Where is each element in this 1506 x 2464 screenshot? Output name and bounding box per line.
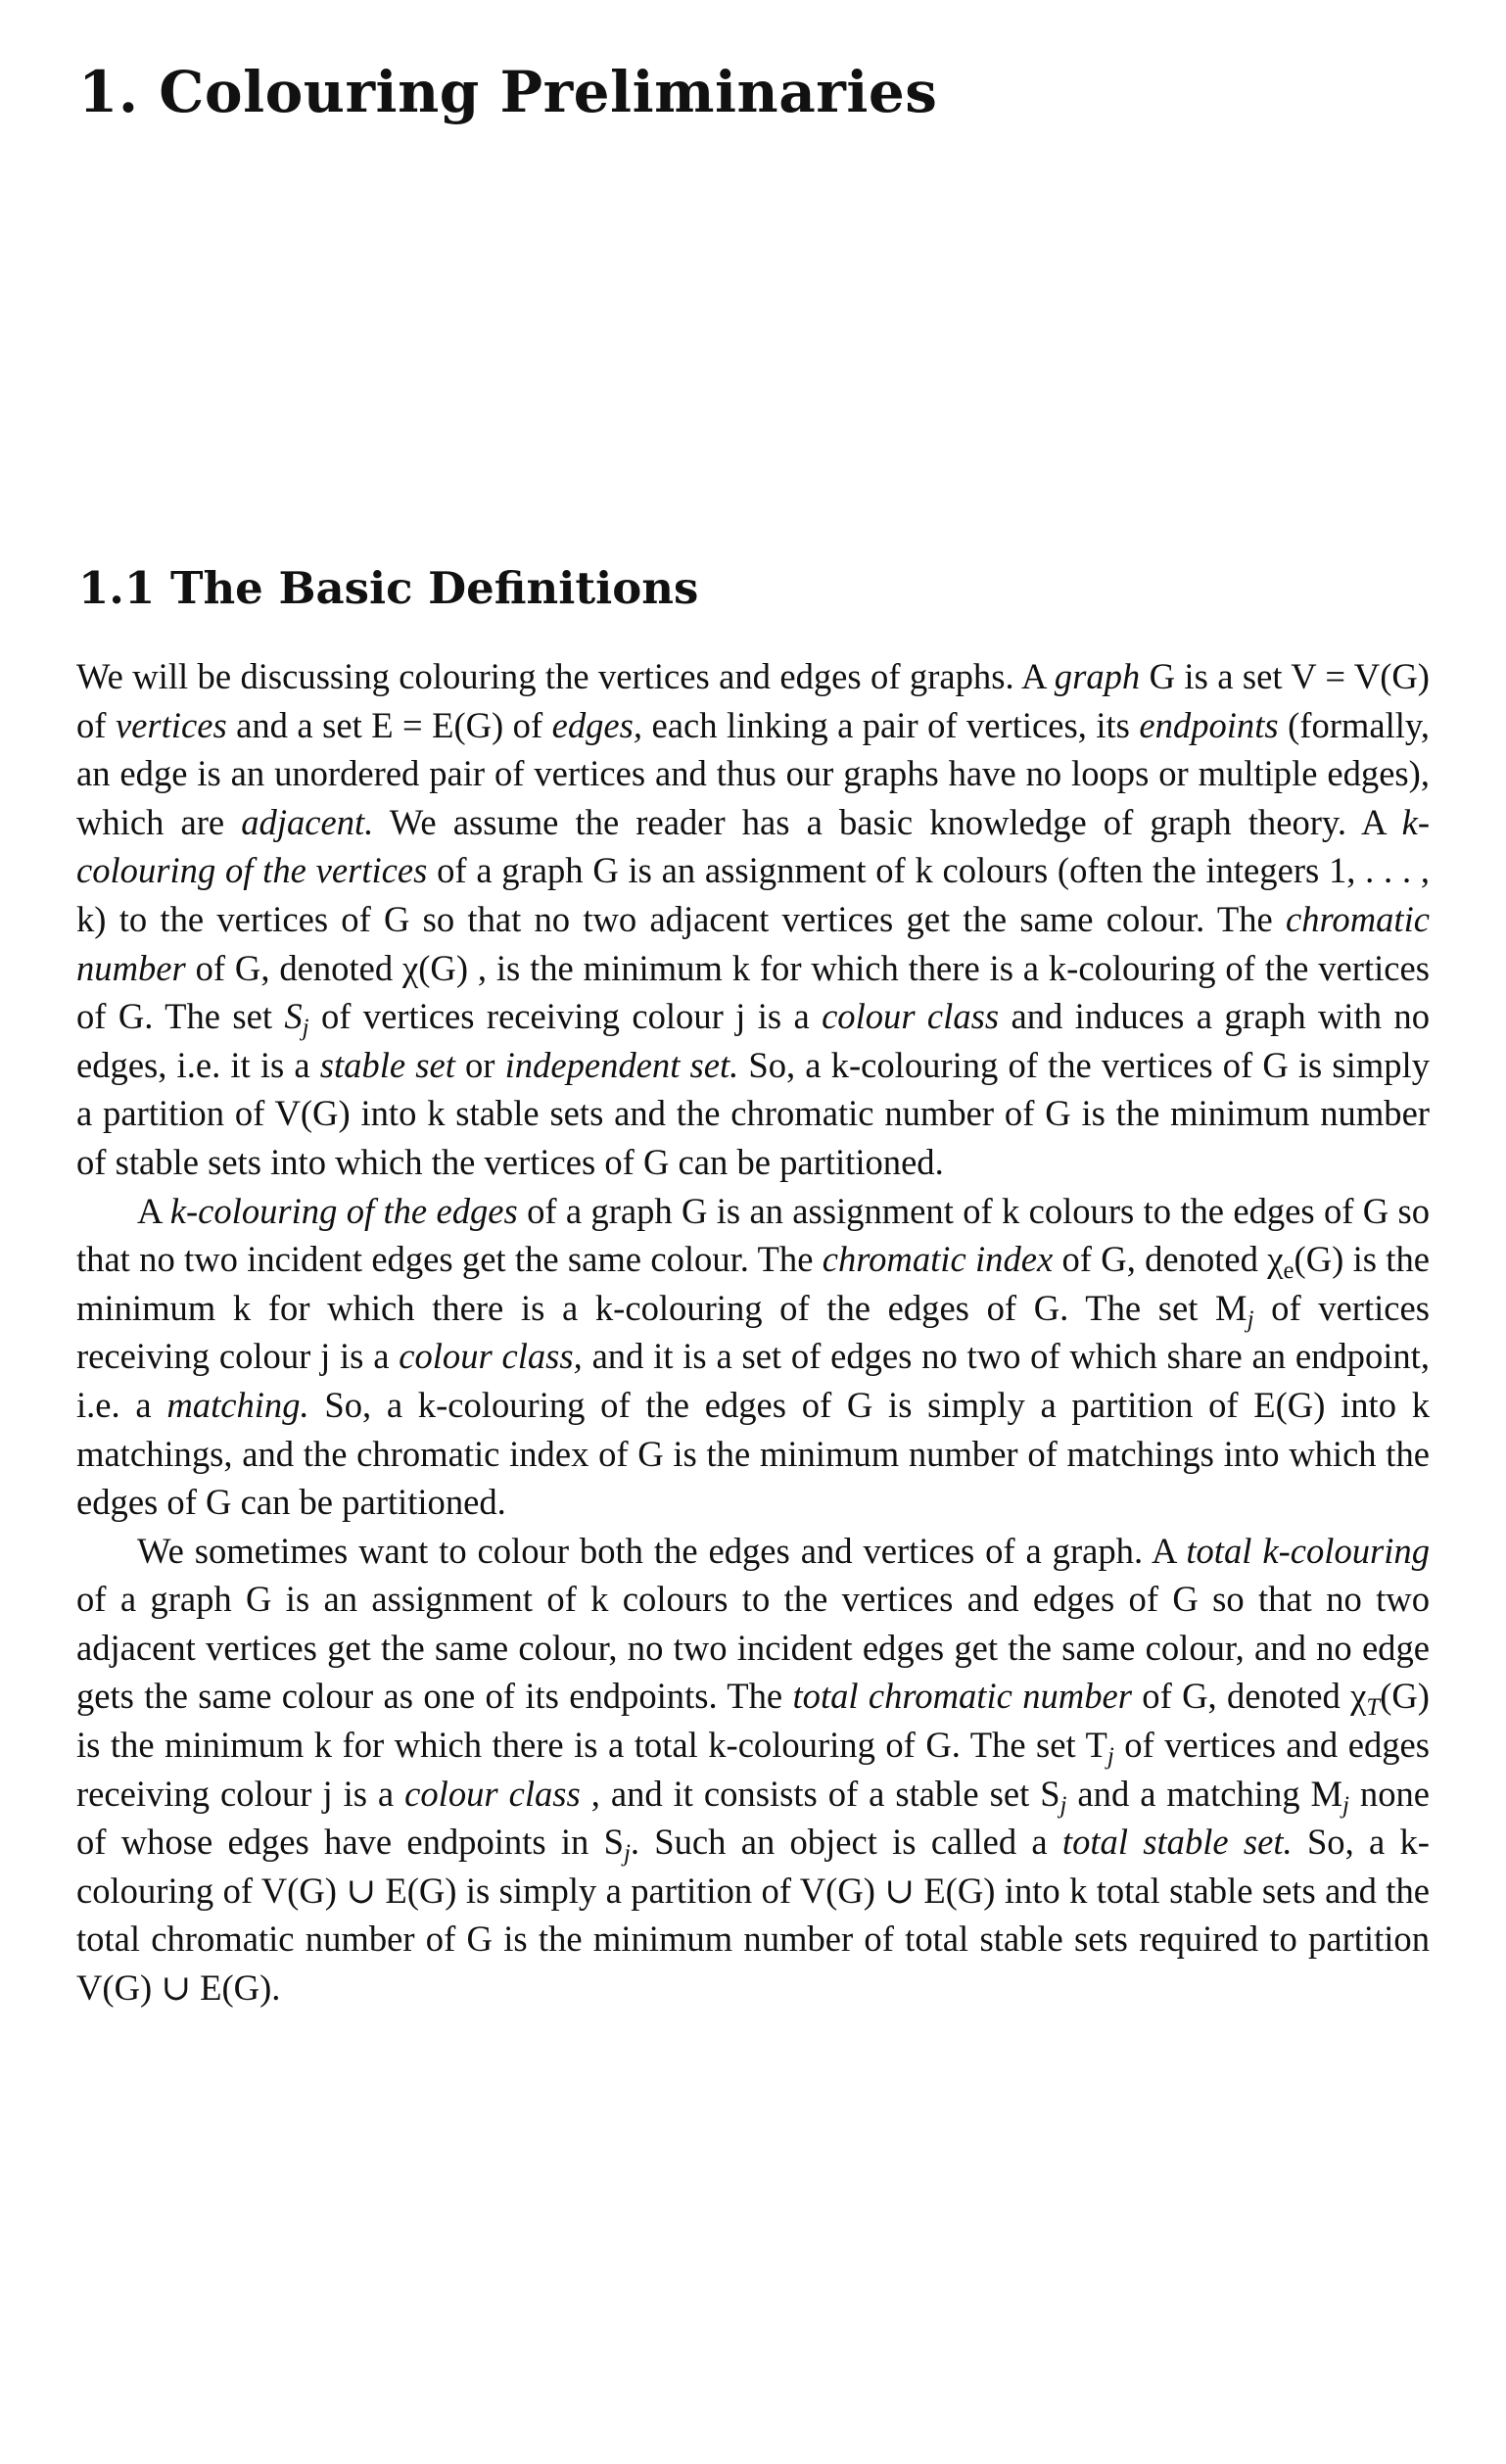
term-total-k-colouring: total k-colouring [1186, 1530, 1430, 1571]
term-k-colouring-vertices: k-colouring of the vertices [76, 801, 1430, 891]
paragraph-total-colouring: We sometimes want to colour both the edges and vertices of a graph. A total k-colouring of a graph G is an assignment of k colours to the vertices and edges of G so that no two adjacent vertices get the same colour, no two incident edges get the same colour, and no edge gets the same colour as one of its endpoints. The total chromatic number of G, denoted $\chi_T(G)$ is the minimum k for which there is a total k-colouring of G. The set $T_j$ of vertices and edges receiving colour j is a colour class , and it consists of a stable set $S_j$ and a matching $M_j$ none of whose edges have endpoints in $S_j$. Such an object is called a total stable set. So, a k-colouring of V(G) ∪ E(G) is simply a partition of V(G) ∪ E(G) into k total stable sets and the total chromatic number of G is the minimum number of total stable sets required to partition V(G) ∪ E(G). [76, 1530, 1431, 2009]
section-heading: 1.1 The Basic Definitions [78, 562, 699, 614]
term-k-colouring-edges: k-colouring of the edges [169, 1190, 518, 1231]
chapter-title: 1. Colouring Preliminaries [78, 59, 938, 125]
term-total-chromatic-number: total chromatic number [792, 1676, 1132, 1717]
term-adjacent: adjacent. [241, 801, 374, 842]
term-chromatic-index: chromatic index [822, 1239, 1054, 1280]
term-endpoints: endpoints [1139, 704, 1279, 745]
term-vertices: vertices [115, 704, 227, 745]
term-total-stable-set: total stable set. [1061, 1822, 1293, 1863]
term-independent-set: independent set. [504, 1044, 739, 1085]
term-stable-set: stable set [319, 1044, 455, 1085]
term-chromatic-number: chromatic number [76, 898, 1430, 988]
term-graph: graph [1054, 656, 1141, 696]
term-matching: matching. [166, 1384, 309, 1425]
paragraph-edge-colouring: A k-colouring of the edges of a graph G is an assignment of k colours to the edges of G so that no two incident edges get the same colour. The chromatic index of G, denoted $\chi_e(G)$ is the minimum k for which there is a k-colouring of the edges of G. The set $M_j$ of vertices receiving colour j is a colour class, and it is a set of edges no two of which share an endpoint, i.e. a matching. So, a k-colouring of the edges of G is simply a partition of E(G) into k matchings, and the chromatic index of G is the minimum number of matchings into which the edges of G can be partitioned. [76, 1190, 1431, 1523]
body-text [76, 652, 1430, 2013]
term-colour-class-total: colour class [404, 1773, 581, 1814]
term-edges: edges, [551, 704, 643, 745]
term-colour-class-edges: colour class, [399, 1336, 583, 1377]
paragraph-vertex-colouring: We will be discussing colouring the vertices and edges of graphs. A graph G is a set V = V(G) of vertices and a set E = E(G) of edges, each linking a pair of vertices, its endpoints (formally, an edge is an unordered pair of vertices and thus our graphs have no loops or multiple edges), which are adjacent. We assume the reader has a basic knowledge of graph theory. A k-colouring of the vertices of a graph G is an assignment of k colours (often the integers 1, . . . , k) to the vertices of G so that no two adjacent vertices get the same colour. The chromatic number of G, denoted χ(G) , is the minimum k for which there is a k-colouring of the vertices of G. The set $S_j$ of vertices receiving colour j is a colour class and induces a graph with no edges, i.e. it is a stable set or independent set. So, a k-colouring of the vertices of G is simply a partition of V(G) into k stable sets and the chromatic number of G is the minimum number of stable sets into which the vertices of G can be partitioned. [76, 656, 1430, 1182]
term-colour-class: colour class [822, 996, 1000, 1037]
